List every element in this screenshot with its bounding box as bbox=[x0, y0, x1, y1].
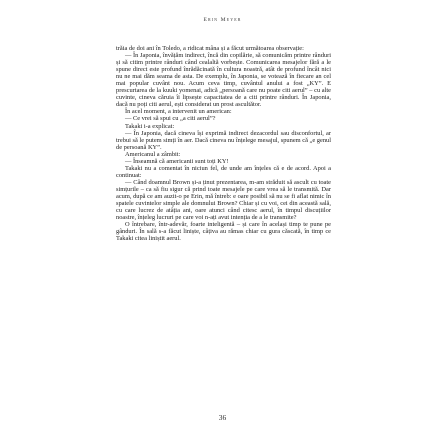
paragraph: trăia de doi ani în Toledo, a ridicat mâna și a făcut următoarea observație: bbox=[116, 45, 304, 52]
paragraph: — Înseamnă că americanii sunt toți KY! bbox=[125, 157, 229, 165]
paragraph: Takaki i-a explicat: bbox=[125, 122, 175, 130]
paragraph: Takaki nu a comentat în niciun fel, de unde am înțeles că e de acord. Apoi a continuat: bbox=[116, 164, 331, 179]
paragraph: — Ce vrei să spui cu „a citi aerul”? bbox=[125, 115, 216, 123]
paragraph: — Când doamnul Brown și-a ținut prezentarea, m-am străduit să ascult cu toate simțurile – ca să fiu sigur că prind toate mesajele pe care vrea să le transmită. Dar acum, după ce am auzit-o pe Erin, mă întreb: e oare posibil să nu se fi aflat nimic în spatele cuvintelor simple ale domnului Brown? Chiar și cu voi, cei din această sală, cu care lucrez de atâția ani, oare atunci când citesc aerul, în timpul discuțiilor noastre, înțeleg lucruri pe care voi n-ați avut intenția de a le transmite? bbox=[116, 178, 331, 222]
paragraph: O întrebare, într-adevăr, foarte inteligentă – și care în același timp te pune pe gânduri. În sală s-a făcut liniște, câțiva au rămas chiar cu gura căscată, în timp ce Takaki citea liniștit aerul. bbox=[116, 221, 331, 243]
page-number: 36 bbox=[218, 413, 227, 422]
paragraph: — În Japonia, dacă cineva își exprimă indirect dezacordul sau disconfortul, ar trebui să le putem simți în aer. Dacă cineva nu înțelege mesajul, spunem că „e genul de persoană KY”. bbox=[116, 129, 331, 151]
paragraph: — În Japonia, învățăm indirect, încă din copilărie, să comunicăm printre rânduri și să citim printre rânduri când cealaltă vorbește. Comunicarea mesajelor fără a le spune direct este profund înrădăcinată în cultura noastră, atât de profund încât nici nu ne mai dăm seama de asta. De exemplu, în Japonia, se votează în fiecare an cel mai popular cuvânt nou. Acum ceva timp, cuvântul anului a fost „KY”. E prescurtarea de la kuuki yomenai, adică „persoană care nu poate citi aerul” – cu alte cuvinte, cineva căruia îi lipsește capacitatea de a citi printre rânduri. În Japonia, dacă nu poți citi aerul, ești considerat un prost ascultător. bbox=[116, 52, 331, 109]
paragraph: În acel moment, a intervenit un american: bbox=[125, 108, 232, 116]
running-head: Erin Meyer bbox=[203, 17, 242, 23]
body-text bbox=[116, 45, 331, 242]
paragraph: Americanul a zâmbit: bbox=[125, 150, 181, 158]
